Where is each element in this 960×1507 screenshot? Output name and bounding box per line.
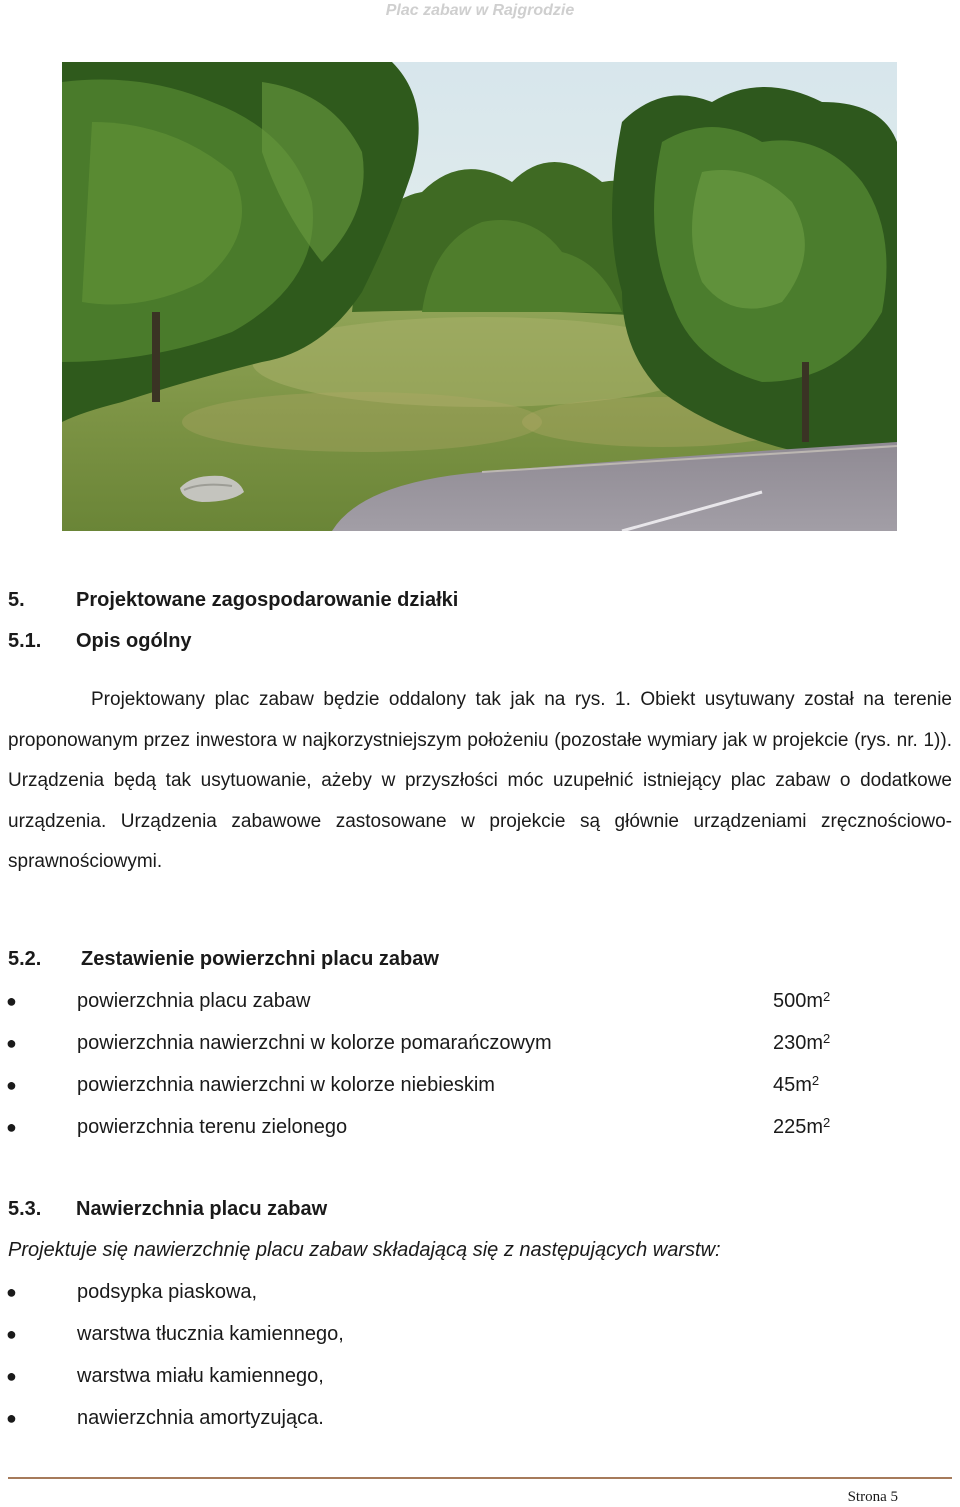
footer-divider	[8, 1477, 952, 1479]
area-item	[0, 1070, 960, 1100]
area-label: powierzchnia terenu zielonego	[77, 1116, 348, 1138]
section-number: 5.1.	[8, 630, 42, 652]
area-label: powierzchnia nawierzchni w kolorze niebieskim	[77, 1074, 495, 1096]
area-item	[0, 986, 960, 1016]
area-item	[0, 1112, 960, 1142]
area-value: $500m^2$	[773, 989, 831, 1012]
bullet-icon: ●	[6, 991, 17, 1011]
paragraph-text: Projektowany plac zabaw będzie oddalony tak jak na rys. 1. Obiekt usytuwany został na terenie proponowanym przez inwestora w najkorzystniejszym położeniu (pozostałe wymiary jak w projekcie (rys. nr. 1)). Urządzenia będą tak usytuowanie, ażeby w przyszłości móc uzupełnić istniejący plac zabaw o dodatkowe urządzenia. Urządzenia zabawowe zastosowane w projekcie są głównie urządzeniami zręcznościowo-sprawnościowymi.	[8, 689, 952, 872]
page-number: Strona 5	[847, 1489, 898, 1505]
section-title: Projektowane zagospodarowanie działki	[76, 589, 459, 611]
bullet-icon: ●	[6, 1117, 17, 1137]
area-item	[0, 1028, 960, 1058]
page-header: Plac zabaw w Rajgrodzie	[385, 2, 575, 19]
bullet-icon: ●	[6, 1033, 17, 1053]
layer-item	[0, 1277, 960, 1307]
layer-label: nawierzchnia amortyzująca.	[77, 1407, 324, 1429]
section-number: 5.	[8, 589, 25, 611]
area-value: $230m^2$	[773, 1031, 831, 1054]
section-title: Zestawienie powierzchni placu zabaw	[81, 948, 439, 970]
layer-item	[0, 1361, 960, 1391]
bullet-icon: ●	[6, 1282, 17, 1302]
site-photo	[62, 62, 897, 531]
general-description-paragraph	[8, 680, 952, 883]
section-title: Opis ogólny	[76, 630, 192, 652]
area-label: powierzchnia placu zabaw	[77, 990, 311, 1012]
surface-intro-text: Projektuje się nawierzchnię placu zabaw składającą się z następujących warstw:	[8, 1239, 721, 1261]
section-title: Nawierzchnia placu zabaw	[76, 1198, 328, 1220]
park-lawn-image	[62, 62, 897, 531]
section-number: 5.2.	[8, 948, 42, 970]
area-label: powierzchnia nawierzchni w kolorze pomarańczowym	[77, 1032, 552, 1054]
bullet-icon: ●	[6, 1366, 17, 1386]
bullet-icon: ●	[6, 1408, 17, 1428]
area-value: $225m^2$	[773, 1115, 831, 1138]
layer-label: warstwa tłucznia kamiennego,	[77, 1323, 344, 1345]
layer-item	[0, 1319, 960, 1349]
area-value: $45m^2$	[773, 1073, 820, 1096]
section-number: 5.3.	[8, 1198, 42, 1220]
layer-label: warstwa miału kamiennego,	[77, 1365, 324, 1387]
layer-item	[0, 1403, 960, 1433]
bullet-icon: ●	[6, 1324, 17, 1344]
layer-label: podsypka piaskowa,	[77, 1281, 258, 1303]
bullet-icon: ●	[6, 1075, 17, 1095]
